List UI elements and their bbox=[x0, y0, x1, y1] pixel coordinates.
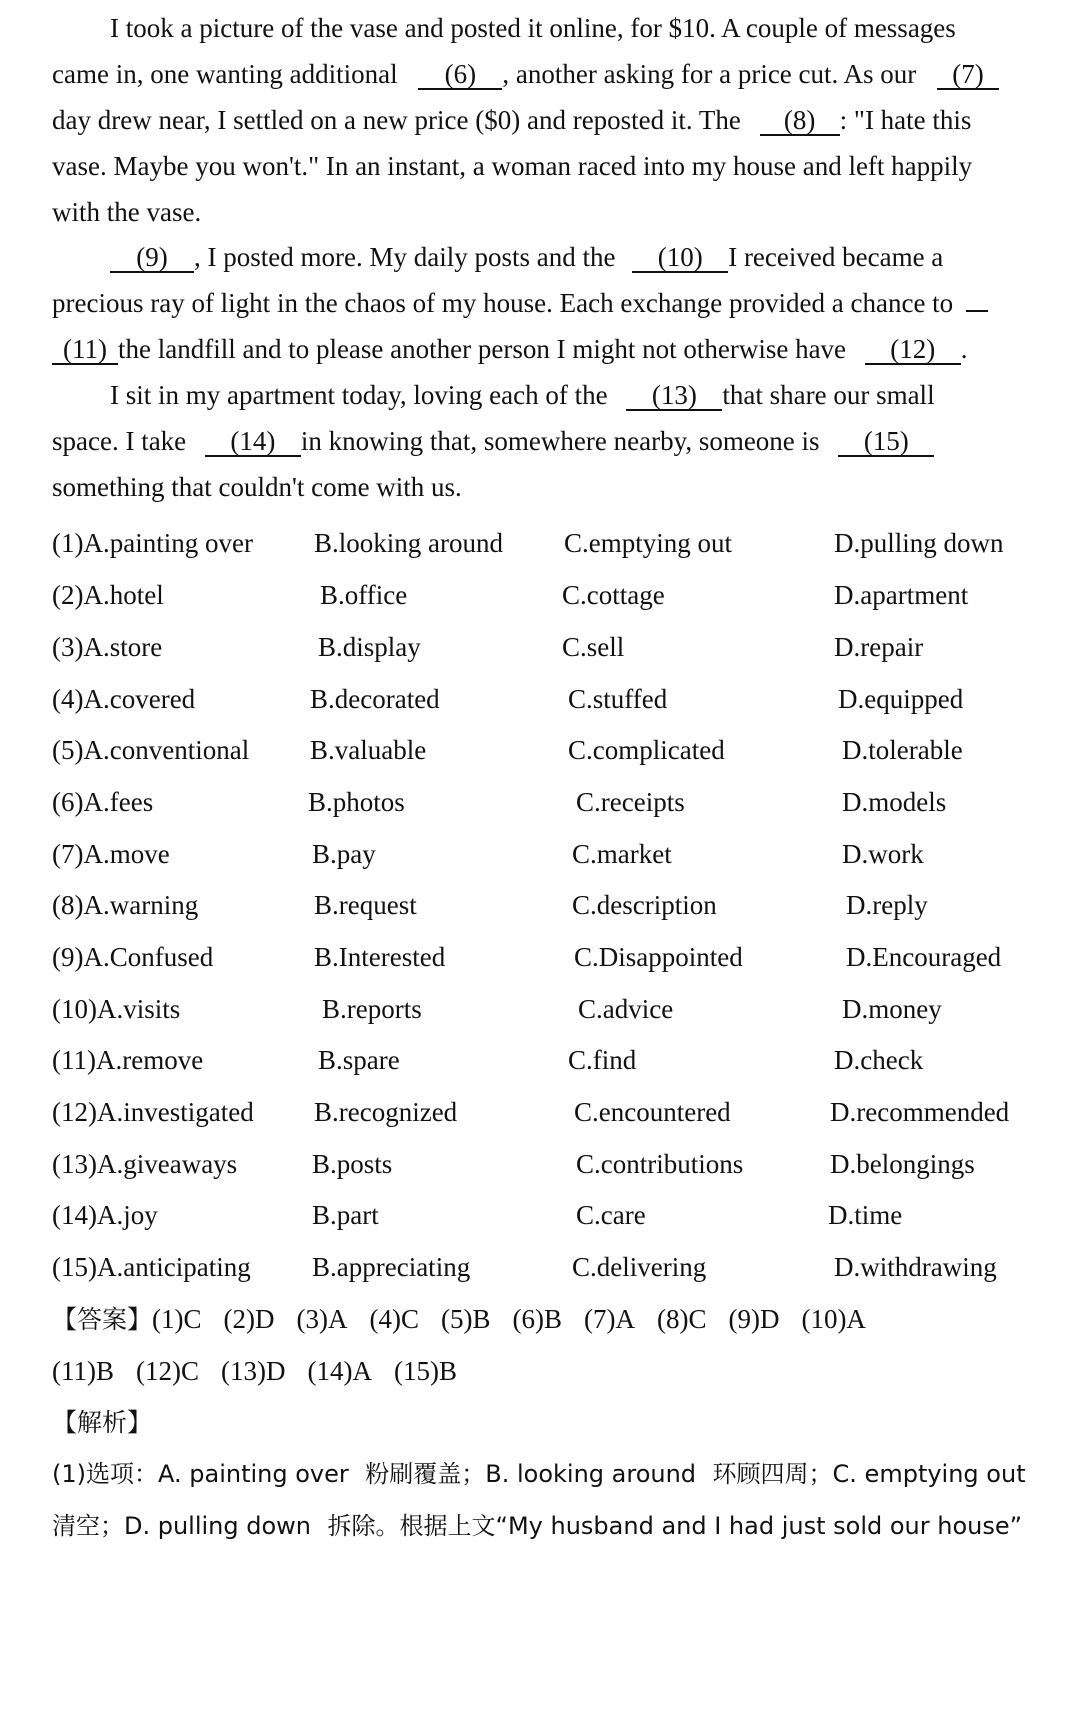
passage-line bbox=[52, 425, 934, 457]
analysis-text: (1)选项：A. painting over bbox=[52, 1460, 349, 1488]
option-row bbox=[0, 838, 1080, 878]
blank-15: (15) bbox=[838, 427, 934, 457]
option-row bbox=[0, 1044, 1080, 1084]
option-c: C.sell bbox=[562, 632, 625, 662]
answer-line bbox=[52, 1303, 888, 1336]
answer-item: (2)D bbox=[223, 1304, 275, 1334]
option-row bbox=[0, 993, 1080, 1033]
blank-14: (14) bbox=[205, 427, 301, 457]
option-c: C.cottage bbox=[562, 580, 665, 610]
option-b: B.posts bbox=[312, 1149, 393, 1179]
option-row bbox=[0, 631, 1080, 671]
analysis-text: 清空；D. pulling down bbox=[52, 1512, 312, 1540]
option-a: (15)A.anticipating bbox=[52, 1252, 251, 1282]
option-d: D.reply bbox=[846, 890, 928, 920]
answer-item: (9)D bbox=[728, 1304, 780, 1334]
option-c: C.Disappointed bbox=[574, 942, 743, 972]
passage-text: came in, one wanting additional bbox=[52, 59, 398, 89]
option-row bbox=[0, 683, 1080, 723]
analysis-text: 环顾四周；C. emptying out bbox=[712, 1460, 1026, 1488]
passage-text: that share our small bbox=[722, 380, 935, 410]
answer-item: (5)B bbox=[440, 1304, 491, 1334]
option-a: (10)A.visits bbox=[52, 994, 181, 1024]
option-d: D.apartment bbox=[834, 580, 969, 610]
option-a: (13)A.giveaways bbox=[52, 1149, 238, 1179]
option-b: B.photos bbox=[308, 787, 405, 817]
passage-line bbox=[110, 379, 935, 411]
blank-9: (9) bbox=[110, 243, 194, 273]
passage-line bbox=[110, 12, 956, 44]
option-c: C.contributions bbox=[576, 1149, 744, 1179]
blank-7: (7) bbox=[937, 60, 999, 90]
option-b: B.decorated bbox=[310, 684, 440, 714]
blank-13: (13) bbox=[626, 381, 722, 411]
answer-item: (14)A bbox=[307, 1356, 372, 1386]
option-row bbox=[0, 786, 1080, 826]
blank-12: (12) bbox=[865, 335, 961, 365]
answer-item: (4)C bbox=[369, 1304, 419, 1334]
option-row bbox=[0, 1148, 1080, 1188]
analysis-text: 拆除。根据上文“My husband and I had just sold our house” bbox=[327, 1512, 1023, 1540]
passage-text: I sit in my apartment today, loving each of the bbox=[110, 380, 608, 410]
blank-11-start bbox=[966, 310, 988, 312]
passage-text: . bbox=[960, 334, 968, 364]
analysis-label: 【解析】 bbox=[52, 1408, 153, 1437]
blank-6: (6) bbox=[418, 60, 502, 90]
option-row bbox=[0, 1199, 1080, 1239]
option-row bbox=[0, 1251, 1080, 1291]
passage-text: day drew near, I settled on a new price ($0) and reposted it. The bbox=[52, 105, 741, 135]
option-d: D.equipped bbox=[838, 684, 964, 714]
answer-item: (10)A bbox=[801, 1304, 866, 1334]
answer-item: (1)C bbox=[152, 1304, 202, 1334]
passage-text: space. I take bbox=[52, 426, 187, 456]
analysis-text: 粉刷覆盖；B. looking around bbox=[365, 1460, 697, 1488]
option-d: D.work bbox=[842, 839, 924, 869]
passage-text: , another asking for a price cut. As our bbox=[502, 59, 917, 89]
option-a: (3)A.store bbox=[52, 632, 163, 662]
option-c: C.stuffed bbox=[568, 684, 668, 714]
passage-text: vase. Maybe you won't." In an instant, a woman raced into my house and left happily bbox=[52, 151, 973, 181]
passage-line bbox=[52, 104, 971, 136]
analysis-line bbox=[52, 1458, 1026, 1490]
option-c: C.find bbox=[568, 1045, 637, 1075]
passage-line bbox=[110, 241, 943, 273]
answer-item: (12)C bbox=[136, 1356, 199, 1386]
option-a: (11)A.remove bbox=[52, 1045, 204, 1075]
option-c: C.advice bbox=[578, 994, 674, 1024]
answer-item: (3)A bbox=[296, 1304, 348, 1334]
option-b: B.reports bbox=[322, 994, 422, 1024]
option-d: D.withdrawing bbox=[834, 1252, 997, 1282]
option-a: (2)A.hotel bbox=[52, 580, 164, 610]
option-b: B.office bbox=[320, 580, 408, 610]
option-c: C.complicated bbox=[568, 735, 725, 765]
option-c: C.receipts bbox=[576, 787, 685, 817]
option-b: B.Interested bbox=[314, 942, 446, 972]
option-a: (8)A.warning bbox=[52, 890, 199, 920]
option-b: B.spare bbox=[318, 1045, 400, 1075]
passage-line bbox=[52, 58, 999, 90]
answer-line bbox=[52, 1355, 479, 1387]
option-a: (6)A.fees bbox=[52, 787, 154, 817]
analysis-line bbox=[52, 1510, 1022, 1542]
answer-label: 【答案】 bbox=[52, 1305, 153, 1334]
option-d: D.time bbox=[828, 1200, 903, 1230]
option-b: B.display bbox=[318, 632, 421, 662]
passage-line bbox=[52, 333, 968, 365]
option-d: D.Encouraged bbox=[846, 942, 1002, 972]
option-c: C.emptying out bbox=[564, 528, 732, 558]
passage-text: in knowing that, somewhere nearby, someone is bbox=[300, 426, 820, 456]
option-b: B.valuable bbox=[310, 735, 427, 765]
option-a: (7)A.move bbox=[52, 839, 170, 869]
option-b: B.part bbox=[312, 1200, 379, 1230]
option-d: D.recommended bbox=[830, 1097, 1010, 1127]
blank-11: (11) bbox=[52, 335, 118, 365]
option-b: B.request bbox=[314, 890, 417, 920]
option-d: D.repair bbox=[834, 632, 924, 662]
option-c: C.market bbox=[572, 839, 672, 869]
option-row bbox=[0, 579, 1080, 619]
option-b: B.appreciating bbox=[312, 1252, 471, 1282]
passage-text: I received became a bbox=[728, 242, 944, 272]
option-row bbox=[0, 527, 1080, 567]
option-c: C.description bbox=[572, 890, 717, 920]
passage-text: with the vase. bbox=[52, 197, 202, 227]
option-b: B.recognized bbox=[314, 1097, 458, 1127]
passage-text: the landfill and to please another person I might not otherwise have bbox=[118, 334, 847, 364]
answer-item: (13)D bbox=[221, 1356, 286, 1386]
answer-item: (6)B bbox=[512, 1304, 562, 1334]
option-d: D.models bbox=[842, 787, 947, 817]
option-a: (14)A.joy bbox=[52, 1200, 158, 1230]
option-row bbox=[0, 889, 1080, 929]
passage-text: precious ray of light in the chaos of my house. Each exchange provided a chance to bbox=[52, 288, 954, 318]
option-c: C.care bbox=[576, 1200, 646, 1230]
answer-item: (8)C bbox=[656, 1304, 707, 1334]
passage-line bbox=[52, 471, 462, 503]
option-a: (9)A.Confused bbox=[52, 942, 214, 972]
passage-line bbox=[52, 287, 988, 319]
passage-line bbox=[52, 150, 972, 182]
analysis-heading bbox=[52, 1406, 152, 1439]
passage-text: I took a picture of the vase and posted it online, for $10. A couple of messages bbox=[110, 13, 956, 43]
option-d: D.pulling down bbox=[834, 528, 1004, 558]
option-a: (4)A.covered bbox=[52, 684, 196, 714]
blank-10: (10) bbox=[632, 243, 728, 273]
option-c: C.encountered bbox=[574, 1097, 731, 1127]
option-row bbox=[0, 734, 1080, 774]
option-b: B.looking around bbox=[314, 528, 503, 558]
passage-text: , I posted more. My daily posts and the bbox=[194, 242, 616, 272]
option-d: D.belongings bbox=[830, 1149, 975, 1179]
option-d: D.tolerable bbox=[842, 735, 963, 765]
passage-line bbox=[52, 196, 201, 228]
passage-text: something that couldn't come with us. bbox=[52, 472, 462, 502]
option-a: (5)A.conventional bbox=[52, 735, 250, 765]
option-c: C.delivering bbox=[572, 1252, 707, 1282]
answer-item: (11)B bbox=[52, 1356, 114, 1386]
option-a: (1)A.painting over bbox=[52, 528, 253, 558]
answer-item: (7)A bbox=[583, 1304, 635, 1334]
option-row bbox=[0, 941, 1080, 981]
answer-item: (15)B bbox=[393, 1356, 457, 1386]
option-d: D.money bbox=[842, 994, 942, 1024]
blank-8: (8) bbox=[760, 106, 840, 136]
option-d: D.check bbox=[834, 1045, 924, 1075]
option-a: (12)A.investigated bbox=[52, 1097, 254, 1127]
passage-text: : "I hate this bbox=[839, 105, 972, 135]
option-row bbox=[0, 1096, 1080, 1136]
option-b: B.pay bbox=[312, 839, 376, 869]
